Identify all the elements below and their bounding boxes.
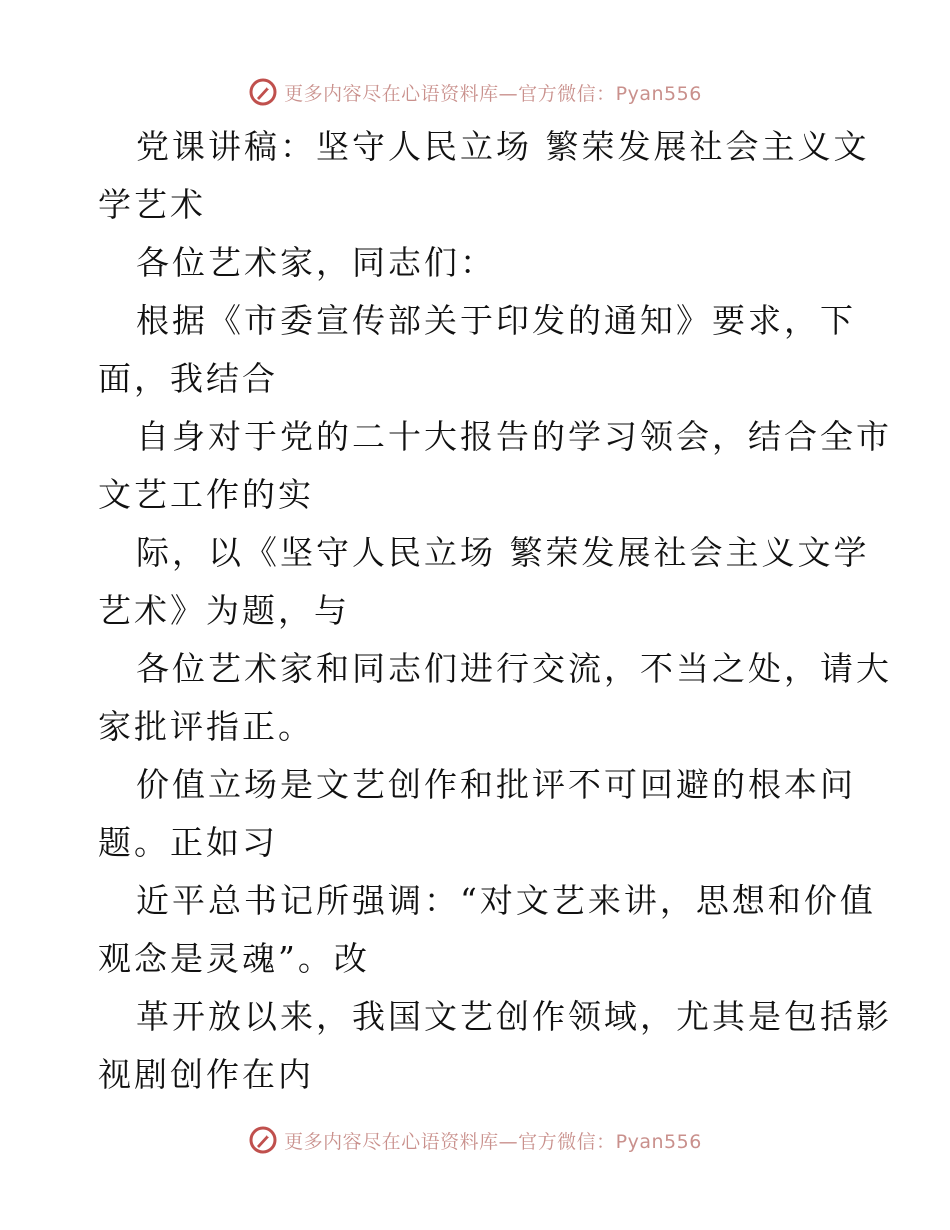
line: 各位艺术家和同志们进行交流，不当之处，请大 <box>136 649 892 688</box>
document-body <box>98 118 892 1104</box>
pen-quill-circle-icon <box>248 1125 278 1155</box>
paragraph <box>98 640 892 756</box>
paragraph <box>98 756 858 872</box>
paragraph <box>98 988 892 1104</box>
paragraph <box>98 872 876 988</box>
footer-watermark <box>0 1120 950 1160</box>
watermark-text: 更多内容尽在心语资料库—官方微信：Pyan556 <box>284 1130 702 1153</box>
paragraph <box>98 408 892 524</box>
line: 学艺术 <box>98 185 206 224</box>
header-watermark <box>0 72 950 112</box>
line: 际，以《坚守人民立场 繁荣发展社会主义文学 <box>136 533 870 572</box>
line: 各位艺术家，同志们： <box>136 243 496 282</box>
line: 题。正如习 <box>98 823 278 862</box>
paragraph <box>98 292 858 408</box>
line: 自身对于党的二十大报告的学习领会，结合全市 <box>136 417 892 456</box>
line: 观念是灵魂”。改 <box>98 939 370 978</box>
watermark-text: 更多内容尽在心语资料库—官方微信：Pyan556 <box>284 82 702 105</box>
line: 价值立场是文艺创作和批评不可回避的根本问 <box>136 765 856 804</box>
paragraph <box>98 118 870 234</box>
line: 文艺工作的实 <box>98 475 314 514</box>
line: 根据《市委宣传部关于印发的通知》要求，下 <box>136 301 856 340</box>
line: 面，我结合 <box>98 359 278 398</box>
line: 党课讲稿：坚守人民立场 繁荣发展社会主义文 <box>136 127 870 166</box>
line: 艺术》为题，与 <box>98 591 350 630</box>
pen-quill-circle-icon <box>248 77 278 107</box>
line: 家批评指正。 <box>98 707 314 746</box>
line: 视剧创作在内 <box>98 1055 314 1094</box>
paragraph <box>98 234 858 292</box>
paragraph <box>98 524 870 640</box>
line: 革开放以来，我国文艺创作领域，尤其是包括影 <box>136 997 892 1036</box>
line: 近平总书记所强调：“对文艺来讲，思想和价值 <box>136 881 876 920</box>
